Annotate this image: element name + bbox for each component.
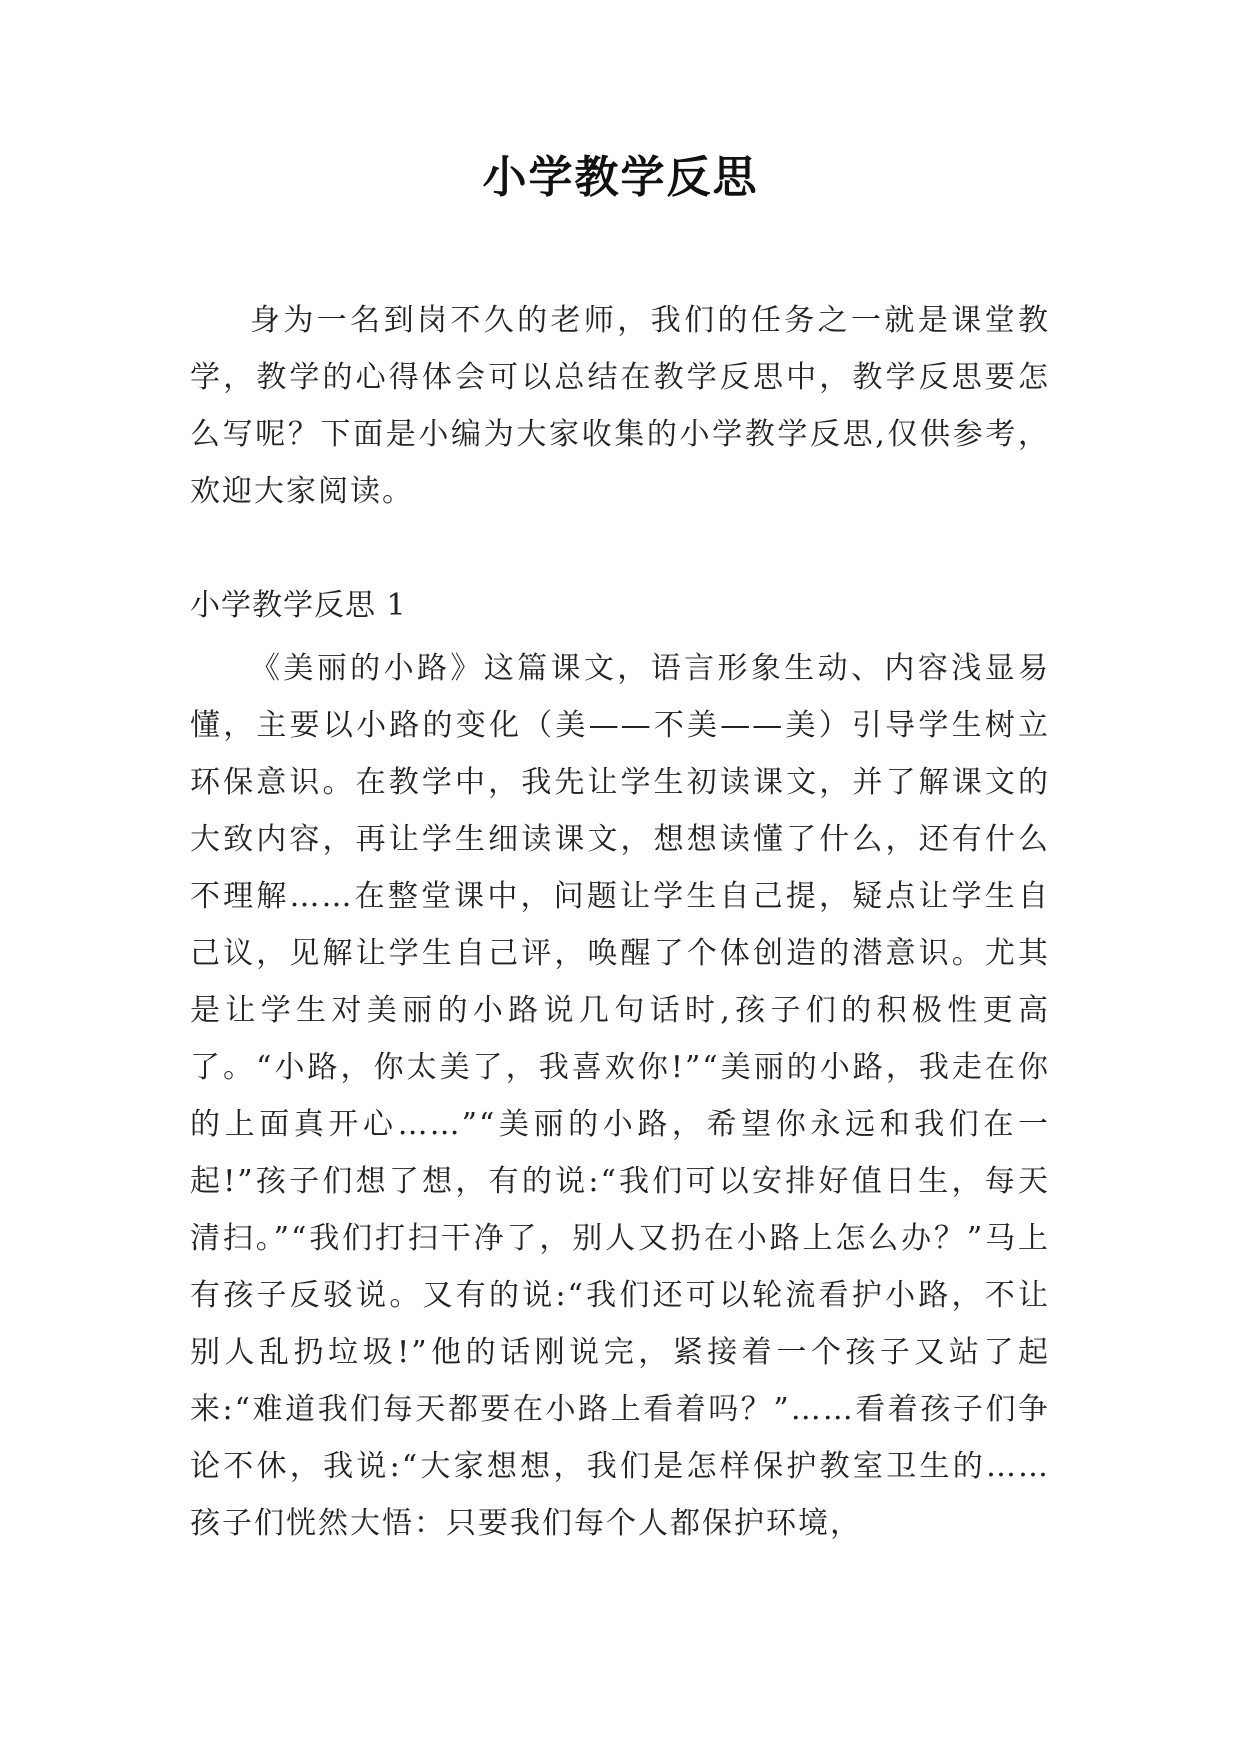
document-title: 小学教学反思 — [482, 152, 759, 203]
intro-paragraph: 身为一名到岗不久的老师，我们的任务之一就是课堂教学，教学的心得体会可以总结在教学反思中，教学反思要怎么写呢？下面是小编为大家收集的小学教学反思,仅供参考，欢迎大家阅读。 — [190, 303, 1050, 509]
section-heading: 小学教学反思 1 — [190, 588, 407, 623]
section-paragraph: 《美丽的小路》这篇课文，语言形象生动、内容浅显易懂，主要以小路的变化（美——不美——美）引导学生树立环保意识。在教学中，我先让学生初读课文，并了解课文的大致内容，再让学生细读课文，想想读懂了什么，还有什么不理解……在整堂课中，问题让学生自己提，疑点让学生自己议，见解让学生自己评，唤醒了个体创造的潜意识。尤其是让学生对美丽的小路说几句话时,孩子们的积极性更高了。“小路，你太美了，我喜欢你!”“美丽的小路，我走在你的上面真开心……”“美丽的小路，希望你永远和我们在一起!”孩子们想了想，有的说:“我们可以安排好值日生，每天清扫。”“我们打扫干净了，别人又扔在小路上怎么办？”马上有孩子反驳说。又有的说:“我们还可以轮流看护小路，不让别人乱扔垃圾!”他的话刚说完，紧接着一个孩子又站了起来:“难道我们每天都要在小路上看着吗？”……看着孩子们争论不休，我说:“大家想想，我们是怎样保护教室卫生的……孩子们恍然大悟：只要我们每个人都保护环境， — [190, 651, 1050, 1541]
